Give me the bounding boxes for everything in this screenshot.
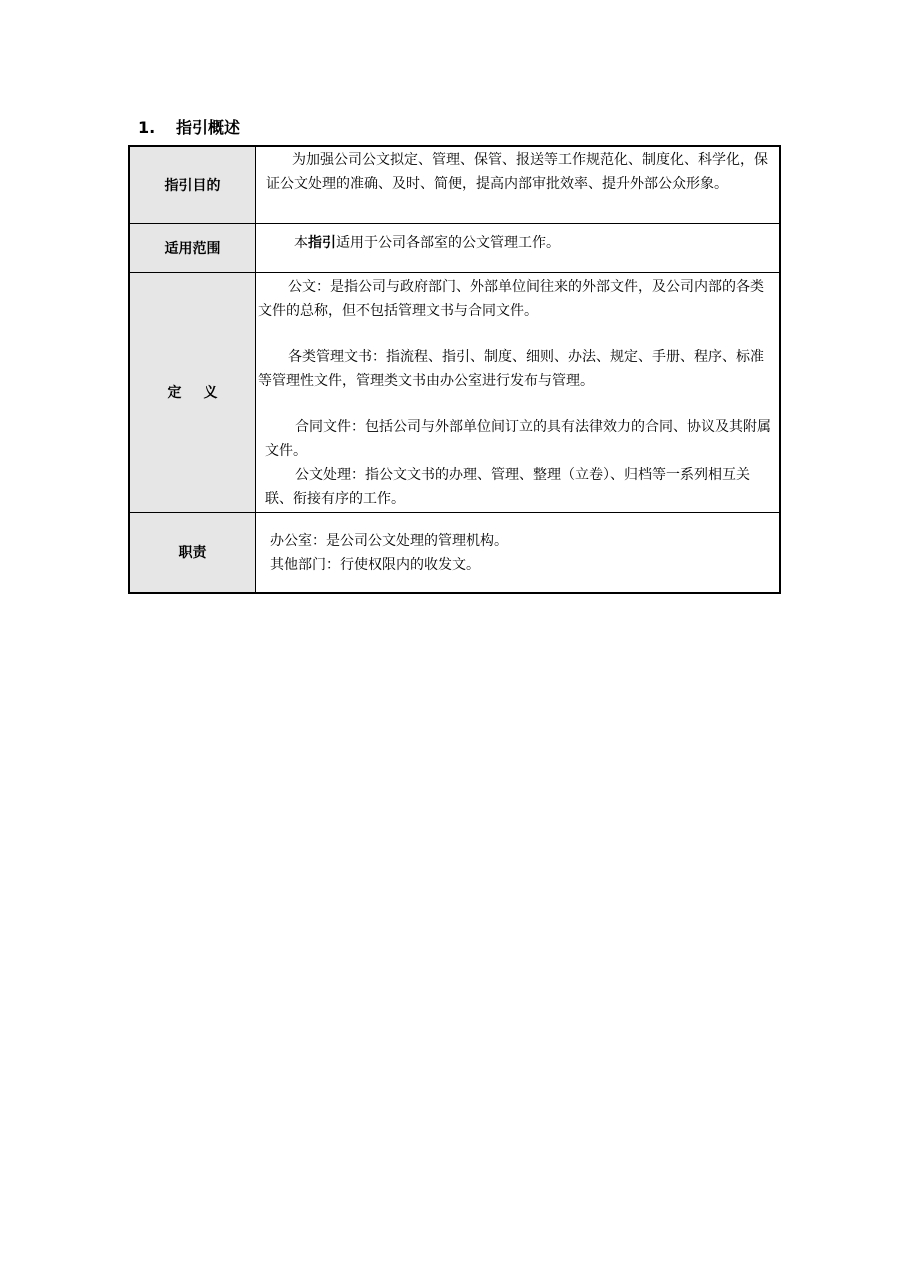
table-row-scope <box>129 223 780 272</box>
responsibility-office: 办公室：是公司公文处理的管理机构。 <box>270 532 508 549</box>
scope-rest: 适用于公司各部室的公文管理工作。 <box>336 234 560 251</box>
table-row-responsibility <box>129 512 780 593</box>
definition-label <box>129 272 256 512</box>
scope-text <box>266 231 775 255</box>
definition-label-char-1: 定 <box>167 385 182 401</box>
definition-public-document: 公文：是指公司与政府部门、外部单位间往来的外部文件，及公司内部的各类文件的总称，但不包括管理文书与合同文件。 <box>258 278 764 319</box>
definition-label-char-2: 义 <box>203 385 218 401</box>
responsibility-content <box>256 512 781 593</box>
overview-table <box>128 145 781 594</box>
definition-management-documents: 各类管理文书：指流程、指引、制度、细则、办法、规定、手册、程序、标准等管理性文件，管理类文书由办公室进行发布与管理。 <box>258 348 764 389</box>
table-row-purpose <box>129 146 780 223</box>
section-number: 1. <box>138 118 156 137</box>
scope-label: 适用范围 <box>129 223 256 272</box>
section-heading <box>138 118 240 138</box>
responsibility-other-departments: 其他部门：行使权限内的收发文。 <box>270 556 480 573</box>
scope-bold: 指引 <box>308 234 336 251</box>
definition-contract-documents: 合同文件：包括公司与外部单位间订立的具有法律效力的合同、协议及其附属文件。 <box>265 418 771 459</box>
responsibility-label: 职责 <box>129 512 256 593</box>
definition-document-processing: 公文处理：指公文文书的办理、管理、整理（立卷）、归档等一系列相互关联、衔接有序的工作。 <box>265 466 750 507</box>
purpose-label: 指引目的 <box>129 146 256 223</box>
section-title: 指引概述 <box>176 118 241 137</box>
purpose-text: 为加强公司公文拟定、管理、保管、报送等工作规范化、制度化、科学化，保证公文处理的准确、及时、简便，提高内部审批效率、提升外部公众形象。 <box>266 152 768 192</box>
scope-content <box>256 223 781 272</box>
table-row-definition <box>129 272 780 512</box>
scope-prefix: 本 <box>294 234 308 251</box>
definition-content <box>256 272 781 512</box>
purpose-content <box>256 146 781 223</box>
